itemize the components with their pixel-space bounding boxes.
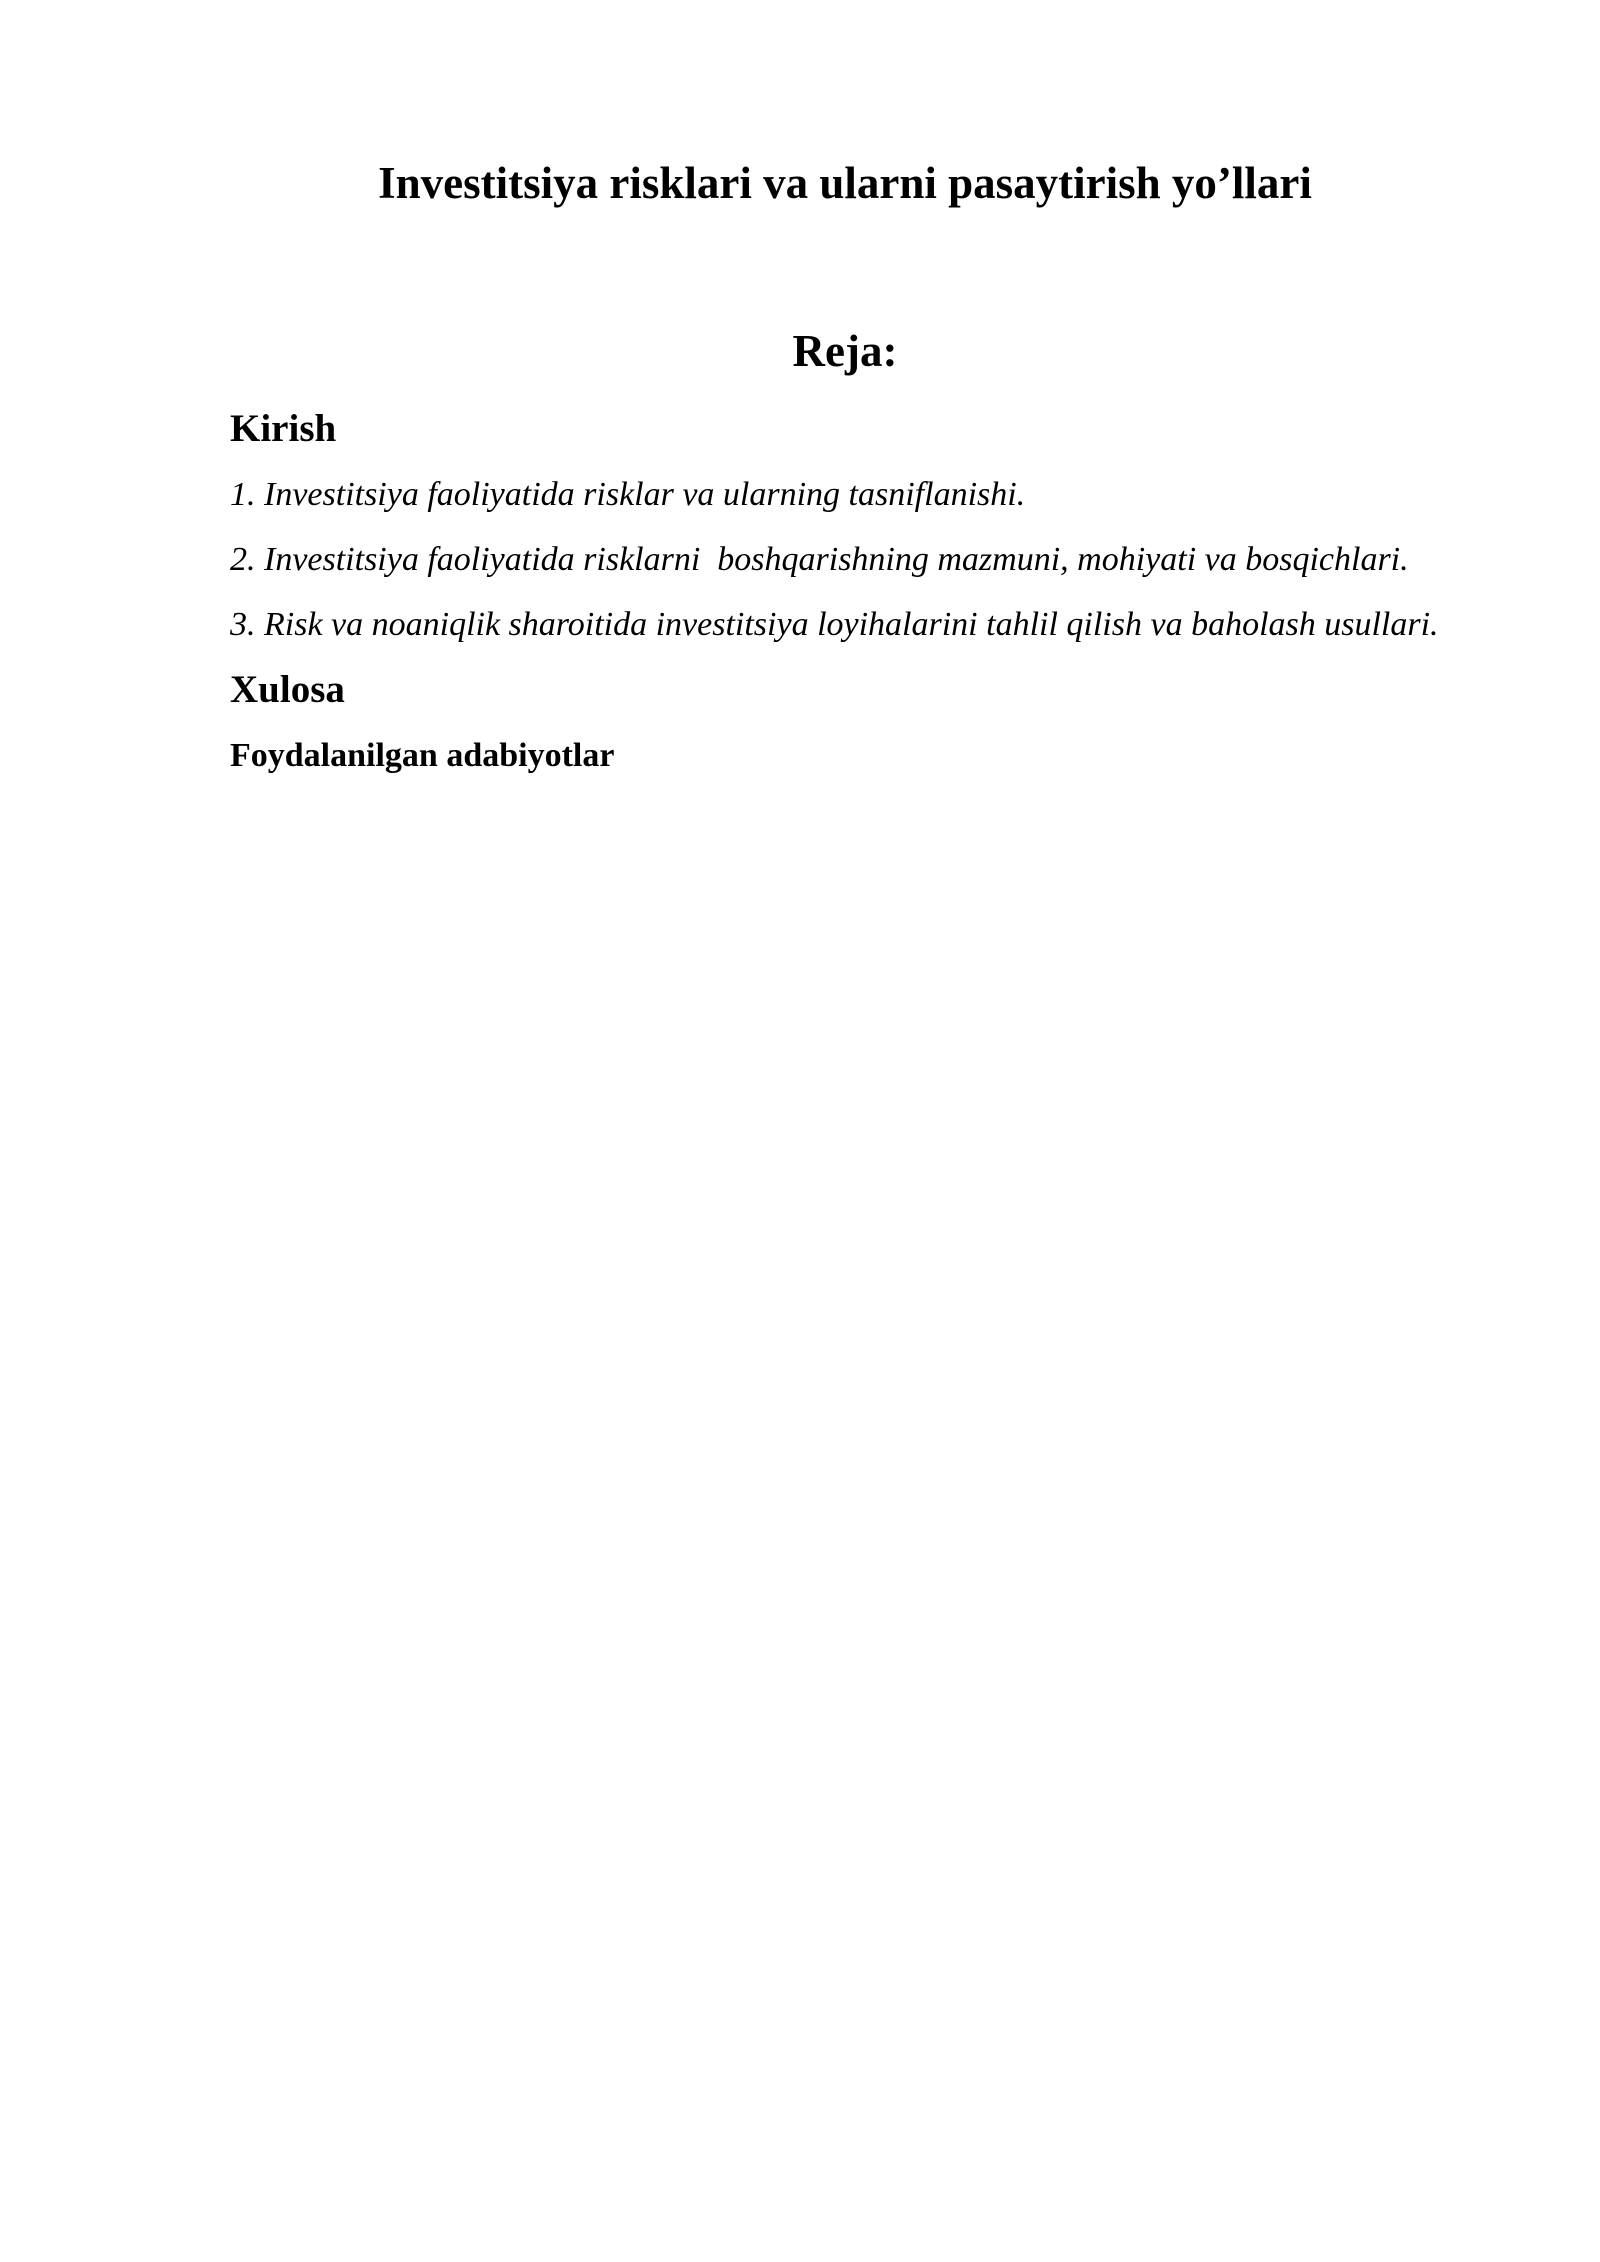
plan-item-3: 3. Risk va noaniqlik sharoitida investitsiya loyihalarini tahlil qilish va baholash usullari.	[230, 606, 1439, 643]
plan-item-1: 1. Investitsiya faoliyatida risklar va ularning tasniflanishi.	[230, 476, 1026, 513]
plan-heading: Reja:	[792, 326, 898, 376]
plan-item-2: 2. Investitsiya faoliyatida risklarni boshqarishning mazmuni, mohiyati va bosqichlari.	[230, 541, 1409, 578]
conclusion-heading: Xulosa	[230, 668, 345, 711]
intro-heading: Kirish	[230, 407, 337, 450]
document-title: Investitsiya risklari va ularni pasaytirish yo’llari	[378, 158, 1312, 208]
plan-content	[230, 396, 1488, 789]
references-heading: Foydalanilgan adabiyotlar	[230, 737, 615, 774]
